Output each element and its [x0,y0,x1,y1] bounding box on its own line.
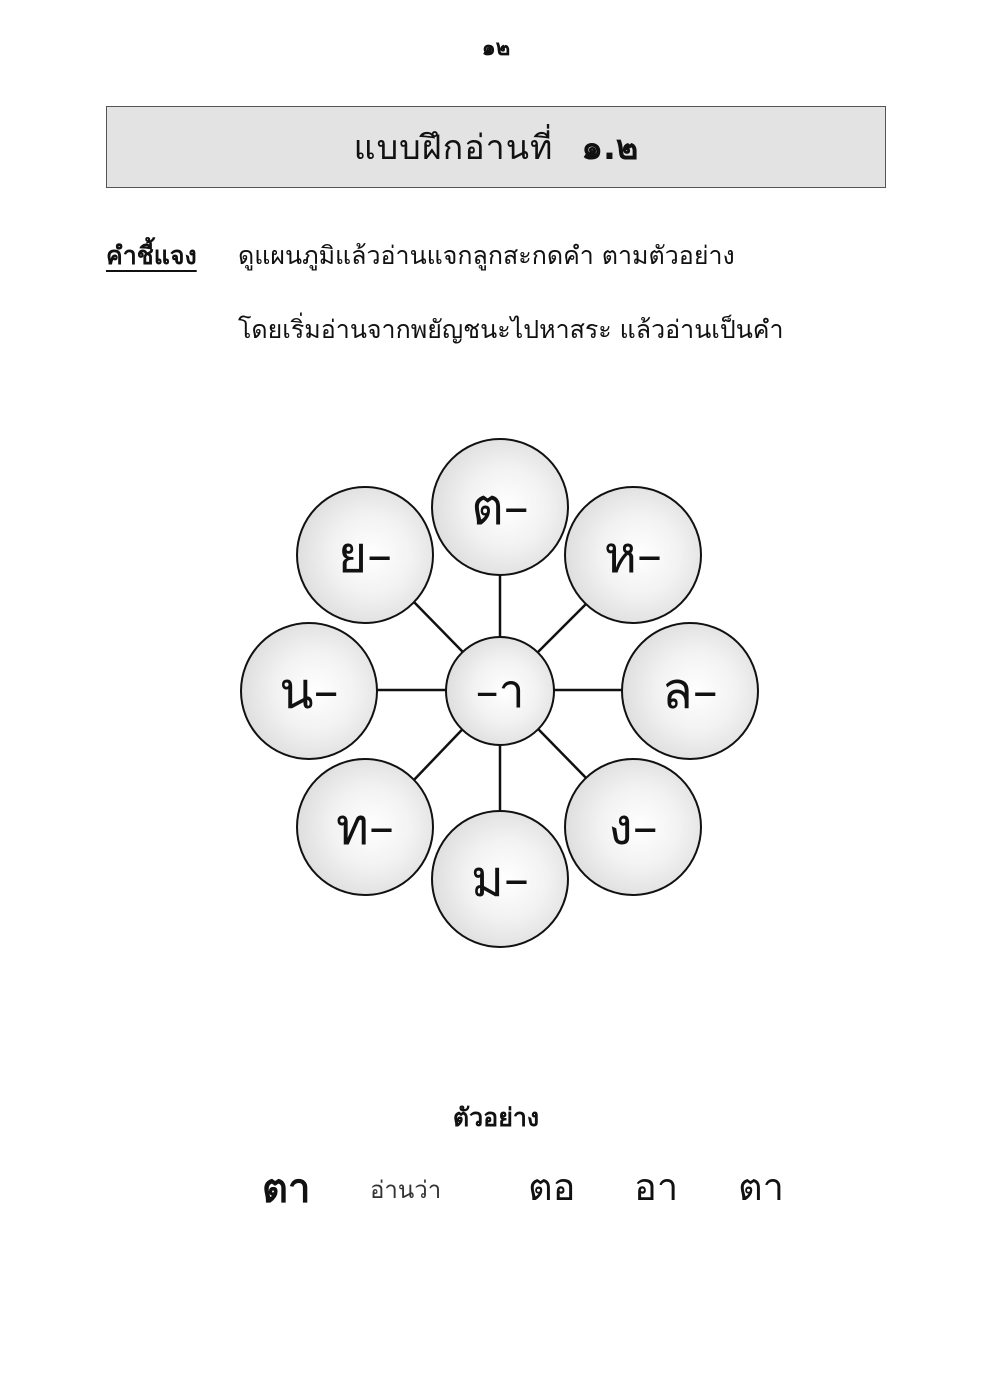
exercise-number: ๑.๒ [581,128,639,168]
bubble-top-right: ห– [564,486,702,624]
page-number: ๑๒ [481,36,511,61]
bubble-right: ล– [621,622,759,760]
example-word: ตา [262,1166,311,1212]
bubble-top: ต– [431,438,569,576]
example-spelling-1: ตอ [528,1165,576,1209]
bubble-left: น– [240,622,378,760]
instructions-line-1: ดูแผนภูมิแล้วอ่านแจกลูกสะกดคำ ตามตัวอย่าง [238,241,735,270]
bubble-center-vowel: –า [445,636,555,746]
bubble-top-left: ย– [296,486,434,624]
example-heading: ตัวอย่าง [452,1103,540,1132]
bubble-bottom-left: ท– [296,758,434,896]
example-spelling-3: ตา [738,1165,785,1209]
bubble-bottom-right: ง– [564,758,702,896]
example-spelling-2: อา [634,1165,679,1209]
spelling-wheel-diagram [200,410,800,970]
exercise-title-box [106,106,886,188]
instructions-line-2: โดยเริ่มอ่านจากพยัญชนะไปหาสระ แล้วอ่านเป็นคำ [238,315,784,344]
exercise-title: แบบฝึกอ่านที่ [353,128,554,168]
instructions-label: คำชี้แจง [106,241,197,270]
example-read-as: อ่านว่า [370,1176,442,1204]
bubble-bottom: ม– [431,810,569,948]
